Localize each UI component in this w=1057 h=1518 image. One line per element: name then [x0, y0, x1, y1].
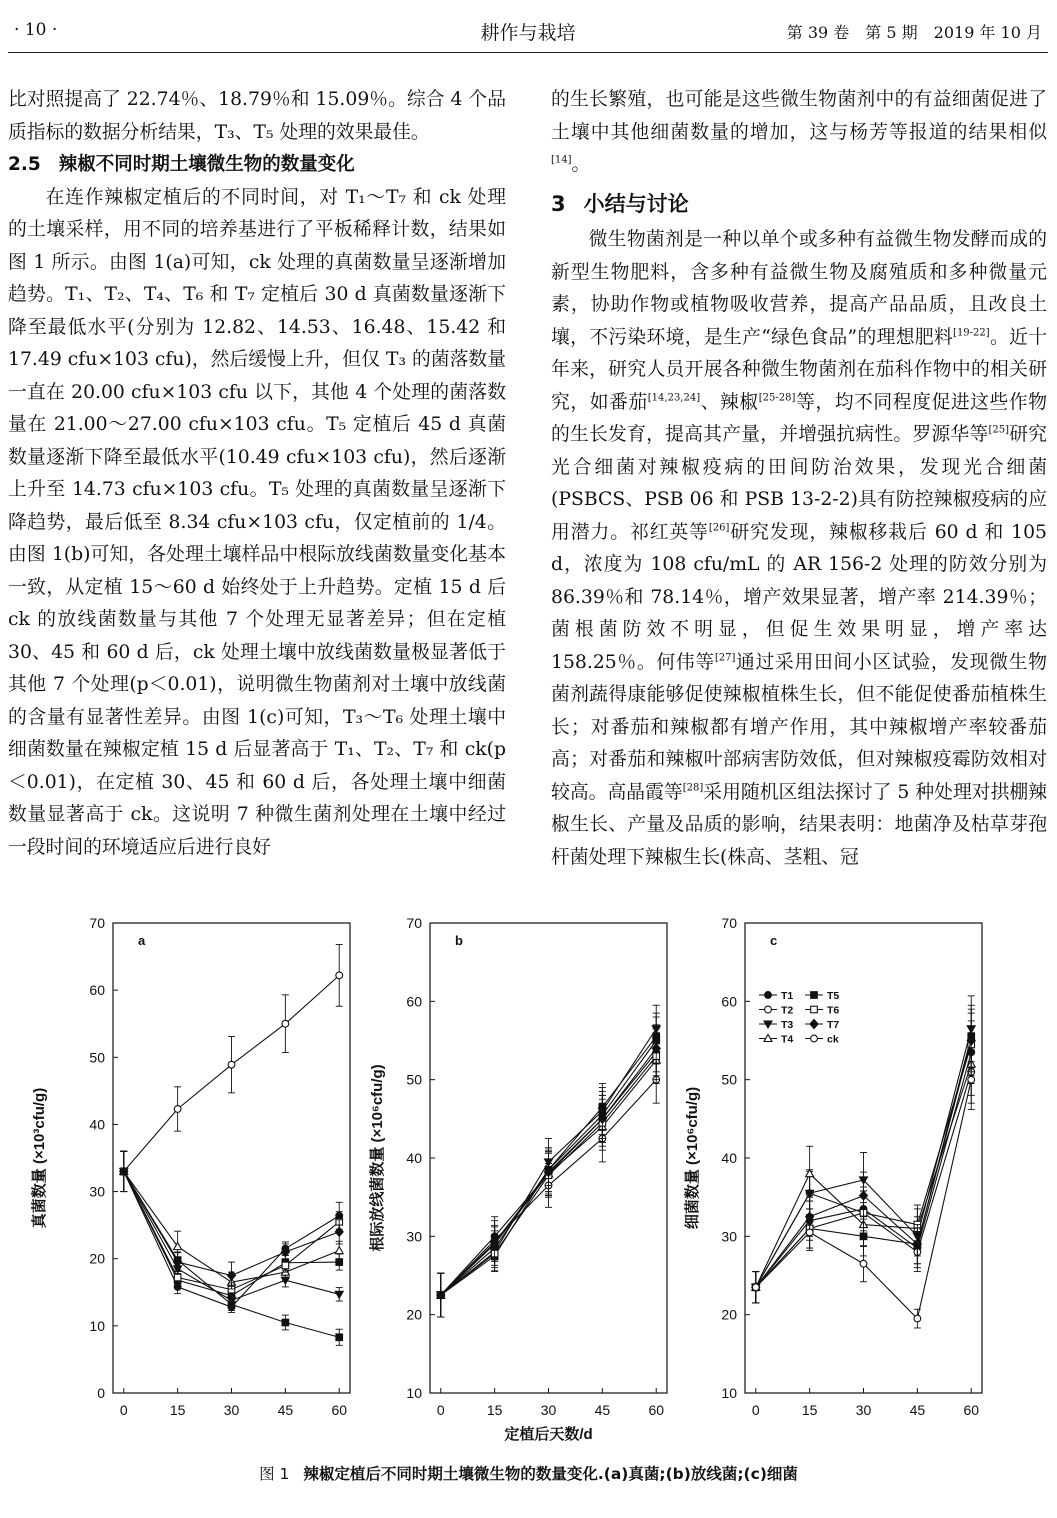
data-point — [174, 1106, 181, 1113]
y-tick-label: 60 — [89, 982, 105, 999]
y-tick-label: 10 — [721, 1385, 737, 1401]
text: 研究发现，辣椒移栽后 60 d 和 105 d，浓度为 108 cfu/mL 的 AR 156-2 处理的防效分别为 86.39％和 78.14％，增产效果显著，增产率 214.39％；菌根菌防效不明显，但促生效果明显，增产率达 158.25％。何伟等 — [551, 521, 1047, 673]
x-tick-label: 0 — [119, 1402, 128, 1418]
text: 、辣椒 — [700, 391, 759, 413]
caption-number: 图 1 — [259, 1465, 290, 1483]
x-tick-label: 60 — [331, 1402, 348, 1418]
y-tick-label: 20 — [89, 1250, 105, 1267]
data-point — [806, 1229, 813, 1236]
y-tick-label: 0 — [97, 1385, 105, 1401]
x-tick-label: 0 — [751, 1402, 760, 1418]
citation[interactable]: [14] — [551, 154, 572, 166]
data-point — [914, 1315, 921, 1322]
data-point — [811, 1035, 818, 1042]
data-point — [765, 1006, 772, 1013]
y-tick-label: 30 — [89, 1183, 105, 1200]
plot-frame — [113, 923, 350, 1393]
legend-label: ck — [827, 1033, 839, 1046]
y-tick-label: 40 — [89, 1116, 105, 1133]
left-column — [8, 84, 506, 864]
panel-label: a — [138, 933, 146, 948]
y-tick-label: 60 — [406, 993, 422, 1010]
x-tick-label: 15 — [486, 1402, 503, 1418]
x-tick-label: 0 — [436, 1402, 445, 1418]
series-1 — [120, 944, 342, 1191]
x-tick-label: 45 — [277, 1402, 294, 1418]
y-tick-label: 70 — [406, 915, 422, 931]
paragraph: 在连作辣椒定植后的不同时间，对 T₁～T₇ 和 ck 处理的土壤采样，用不同的培养基进行了平板稀释计数，结果如图 1 所示。由图 1(a)可知，ck 处理的真菌数量呈逐渐增加趋势。T₁、T₂、T₄、T₆ 和 T₇ 定植后 30 d 真菌数量逐渐下降至最低水平(分别为 12.82、14.53、16.48、15.42 和 17.49 cfu×103 cfu)，然后缓慢上升，但仅 T₃ 的菌落数量一直在 20.00 cfu×103 cfu 以下，其他 4 个处理的菌落数量在 21.00～27.00 cfu×103 cfu。T₅ 定植后 45 d 真菌数量逐渐下降至最低水平(10.49 cfu×103 cfu)，然后逐渐上升至 14.73 cfu×103 cfu。T₅ 处理的真菌数量呈逐渐下降趋势，最后低至 8.34 cfu×103 cfu，仅定植前的 1/4。由图 1(b)可知，各处理土壤样品中根际放线菌数量变化基本一致，从定植 15～60 d 始终处于上升趋势。定植 15 d 后 ck 的放线菌数量与其他 7 个处理无显著差异；但在定植 30、45 和 60 d 后，ck 处理土壤中放线菌数量极显著低于其他 7 个处理(p＜0.01)，说明微生物菌剂对土壤中放线菌的含量有显著性差异。由图 1(c)可知，T₃～T₆ 处理土壤中细菌数量在辣椒定植 15 d 后显著高于 T₁、T₂、T₇ 和 ck(p＜0.01)，在定植 30、45 和 60 d 后，各处理土壤中细菌数量显著高于 ck。这说明 7 种微生菌剂处理在土壤中经过一段时间的环境适应后进行良好 — [8, 186, 506, 858]
y-tick-label: 50 — [89, 1049, 105, 1066]
data-point — [335, 1227, 343, 1236]
x-tick-label: 30 — [855, 1402, 872, 1418]
y-tick-label: 60 — [721, 993, 737, 1010]
y-tick-label: 20 — [721, 1306, 737, 1323]
y-tick-label: 40 — [406, 1150, 422, 1166]
text: 研究光合细菌对辣椒疫病的田间防治效果，发现光合细菌(PSBCS、PSB 06 和 PSB 13-2-2)具有防控辣椒疫病的应用潜力。祁红英等 — [551, 424, 1048, 543]
figure-1 — [0, 905, 1057, 1445]
legend-label: T6 — [827, 1004, 840, 1017]
text: 的生长繁殖，也可能是这些微生物菌剂中的有益细菌促进了土壤中其他细菌数量的增加，这与杨芳等报道的结果相似 — [551, 89, 1047, 143]
legend-label: T4 — [781, 1033, 794, 1046]
data-point — [860, 1260, 867, 1267]
citation[interactable]: [25] — [988, 424, 1009, 436]
y-tick-label: 20 — [406, 1306, 422, 1323]
y-tick-label: 10 — [406, 1385, 422, 1401]
series-6 — [120, 1151, 342, 1345]
panel-label: b — [455, 933, 463, 948]
legend-label: T2 — [781, 1004, 794, 1017]
caption-text: 辣椒定植后不同时期土壤微生物的数量变化.(a)真菌;(b)放线菌;(c)细菌 — [303, 1465, 798, 1483]
y-tick-label: 70 — [721, 915, 737, 931]
y-tick-label: 30 — [721, 1228, 737, 1245]
page-number: · 10 · — [14, 20, 58, 40]
data-point — [968, 1076, 975, 1083]
legend — [759, 990, 839, 1046]
panel-label: c — [770, 933, 778, 948]
y-tick-label: 70 — [89, 915, 105, 931]
data-point — [282, 1319, 289, 1326]
data-point — [336, 1334, 343, 1341]
data-point — [811, 992, 818, 999]
data-point — [752, 1284, 759, 1291]
text: 。近十年来，研究人员开展各种微生物菌剂在茄科作物中的相关研究，如番茄 — [551, 326, 1048, 413]
data-point — [806, 1170, 814, 1177]
y-axis-label: 真菌数量 (×10³cfu/g) — [31, 1087, 48, 1229]
series-line — [124, 1171, 339, 1275]
data-point — [335, 1247, 343, 1254]
y-tick-label: 50 — [721, 1071, 737, 1088]
citation[interactable]: [14,23,24] — [647, 392, 701, 404]
x-tick-label: 45 — [909, 1402, 926, 1418]
right-column — [551, 84, 1047, 874]
journal-title: 耕作与栽培 — [480, 22, 576, 44]
chart-panel-b — [368, 915, 667, 1443]
section-number: 3 — [551, 191, 566, 216]
data-point — [228, 1061, 235, 1068]
x-tick-label: 15 — [169, 1402, 186, 1418]
y-tick-label: 50 — [406, 1071, 422, 1088]
data-point — [174, 1243, 182, 1250]
x-tick-label: 30 — [223, 1402, 240, 1418]
citation[interactable]: [26] — [708, 522, 730, 534]
page-header — [8, 12, 1048, 53]
legend-label: T5 — [827, 990, 840, 1002]
data-point — [811, 1006, 818, 1013]
chart-panel-a — [30, 915, 350, 1418]
data-point — [282, 1020, 289, 1027]
data-point — [335, 1291, 343, 1298]
text: 等，均不同程度促进这些作物的生长发育，提高其产量，并增强抗病性。罗源华等 — [551, 391, 1048, 445]
x-tick-label: 15 — [801, 1402, 818, 1418]
figure-caption — [0, 1462, 1057, 1484]
section-number: 2.5 — [8, 154, 41, 175]
citation[interactable]: [25-28] — [758, 392, 796, 404]
paragraph: 比对照提高了 22.74％、18.79％和 15.09％。综合 4 个品质指标的数据分析结果，T₃、T₅ 处理的效果最佳。 — [8, 89, 506, 143]
section-heading-2-5 — [8, 149, 506, 182]
x-tick-label: 60 — [648, 1402, 665, 1418]
x-tick-label: 60 — [963, 1402, 980, 1418]
section-heading-3 — [551, 188, 1047, 221]
section-title: 辣椒不同时期土壤微生物的数量变化 — [58, 154, 355, 175]
y-axis-label: 根际放线菌数量 (×10⁶cfu/g) — [369, 1064, 386, 1252]
text: 微生物菌剂是一种以单个或多种有益微生物发酵而成的新型生物肥料，含多种有益微生物及腐殖质和多种微量元素，协助作物或植物吸收营养，提高产品品质，且改良土壤，不污染环境，是生产“绿色食品”的理想肥料 — [551, 229, 1047, 348]
text: 。 — [571, 154, 591, 175]
citation[interactable]: [27] — [714, 652, 736, 664]
x-axis-label: 定植后天数/d — [504, 1426, 593, 1443]
data-point — [282, 1262, 289, 1269]
text: 采用随机区组法探讨了 5 种处理对拱棚辣椒生长、产量及品质的影响，结果表明：地菌净及枯草芽孢杆菌处理下辣椒生长(株高、茎粗、冠 — [551, 781, 1048, 868]
issue-info: 第 39 卷 第 5 期 2019 年 10 月 — [786, 23, 1042, 42]
legend-label: T7 — [827, 1019, 840, 1031]
y-tick-label: 40 — [721, 1150, 737, 1166]
text: 通过采用田间小区试验，发现微生物菌剂蔬得康能够促使辣椒植株生长，但不能促使番茄植株生长；对番茄和辣椒都有增产作用，其中辣椒增产率较番茄高；对番茄和辣椒叶部病害防效低，但对辣椒疫霉防效相对较高。高晶霞等 — [551, 651, 1048, 803]
citation[interactable]: [28] — [682, 782, 704, 794]
data-point — [228, 1301, 235, 1308]
paragraph — [551, 84, 1047, 182]
legend-label: T3 — [781, 1019, 794, 1031]
data-point — [765, 992, 772, 999]
data-point — [336, 972, 343, 979]
x-tick-label: 45 — [594, 1402, 611, 1418]
paragraph — [551, 224, 1047, 874]
chart-panel-c — [683, 915, 982, 1418]
data-point — [174, 1274, 181, 1281]
x-tick-label: 30 — [540, 1402, 557, 1418]
y-tick-label: 30 — [406, 1228, 422, 1245]
figure-1-charts — [0, 905, 1057, 1445]
series-8 — [120, 1151, 343, 1289]
citation[interactable]: [19-22] — [953, 327, 990, 339]
y-axis-label: 细菌数量 (×10⁶cfu/g) — [684, 1086, 701, 1230]
section-title: 小结与讨论 — [583, 191, 689, 216]
data-point — [810, 1020, 818, 1029]
legend-label: T1 — [781, 990, 794, 1002]
y-tick-label: 10 — [89, 1317, 105, 1334]
